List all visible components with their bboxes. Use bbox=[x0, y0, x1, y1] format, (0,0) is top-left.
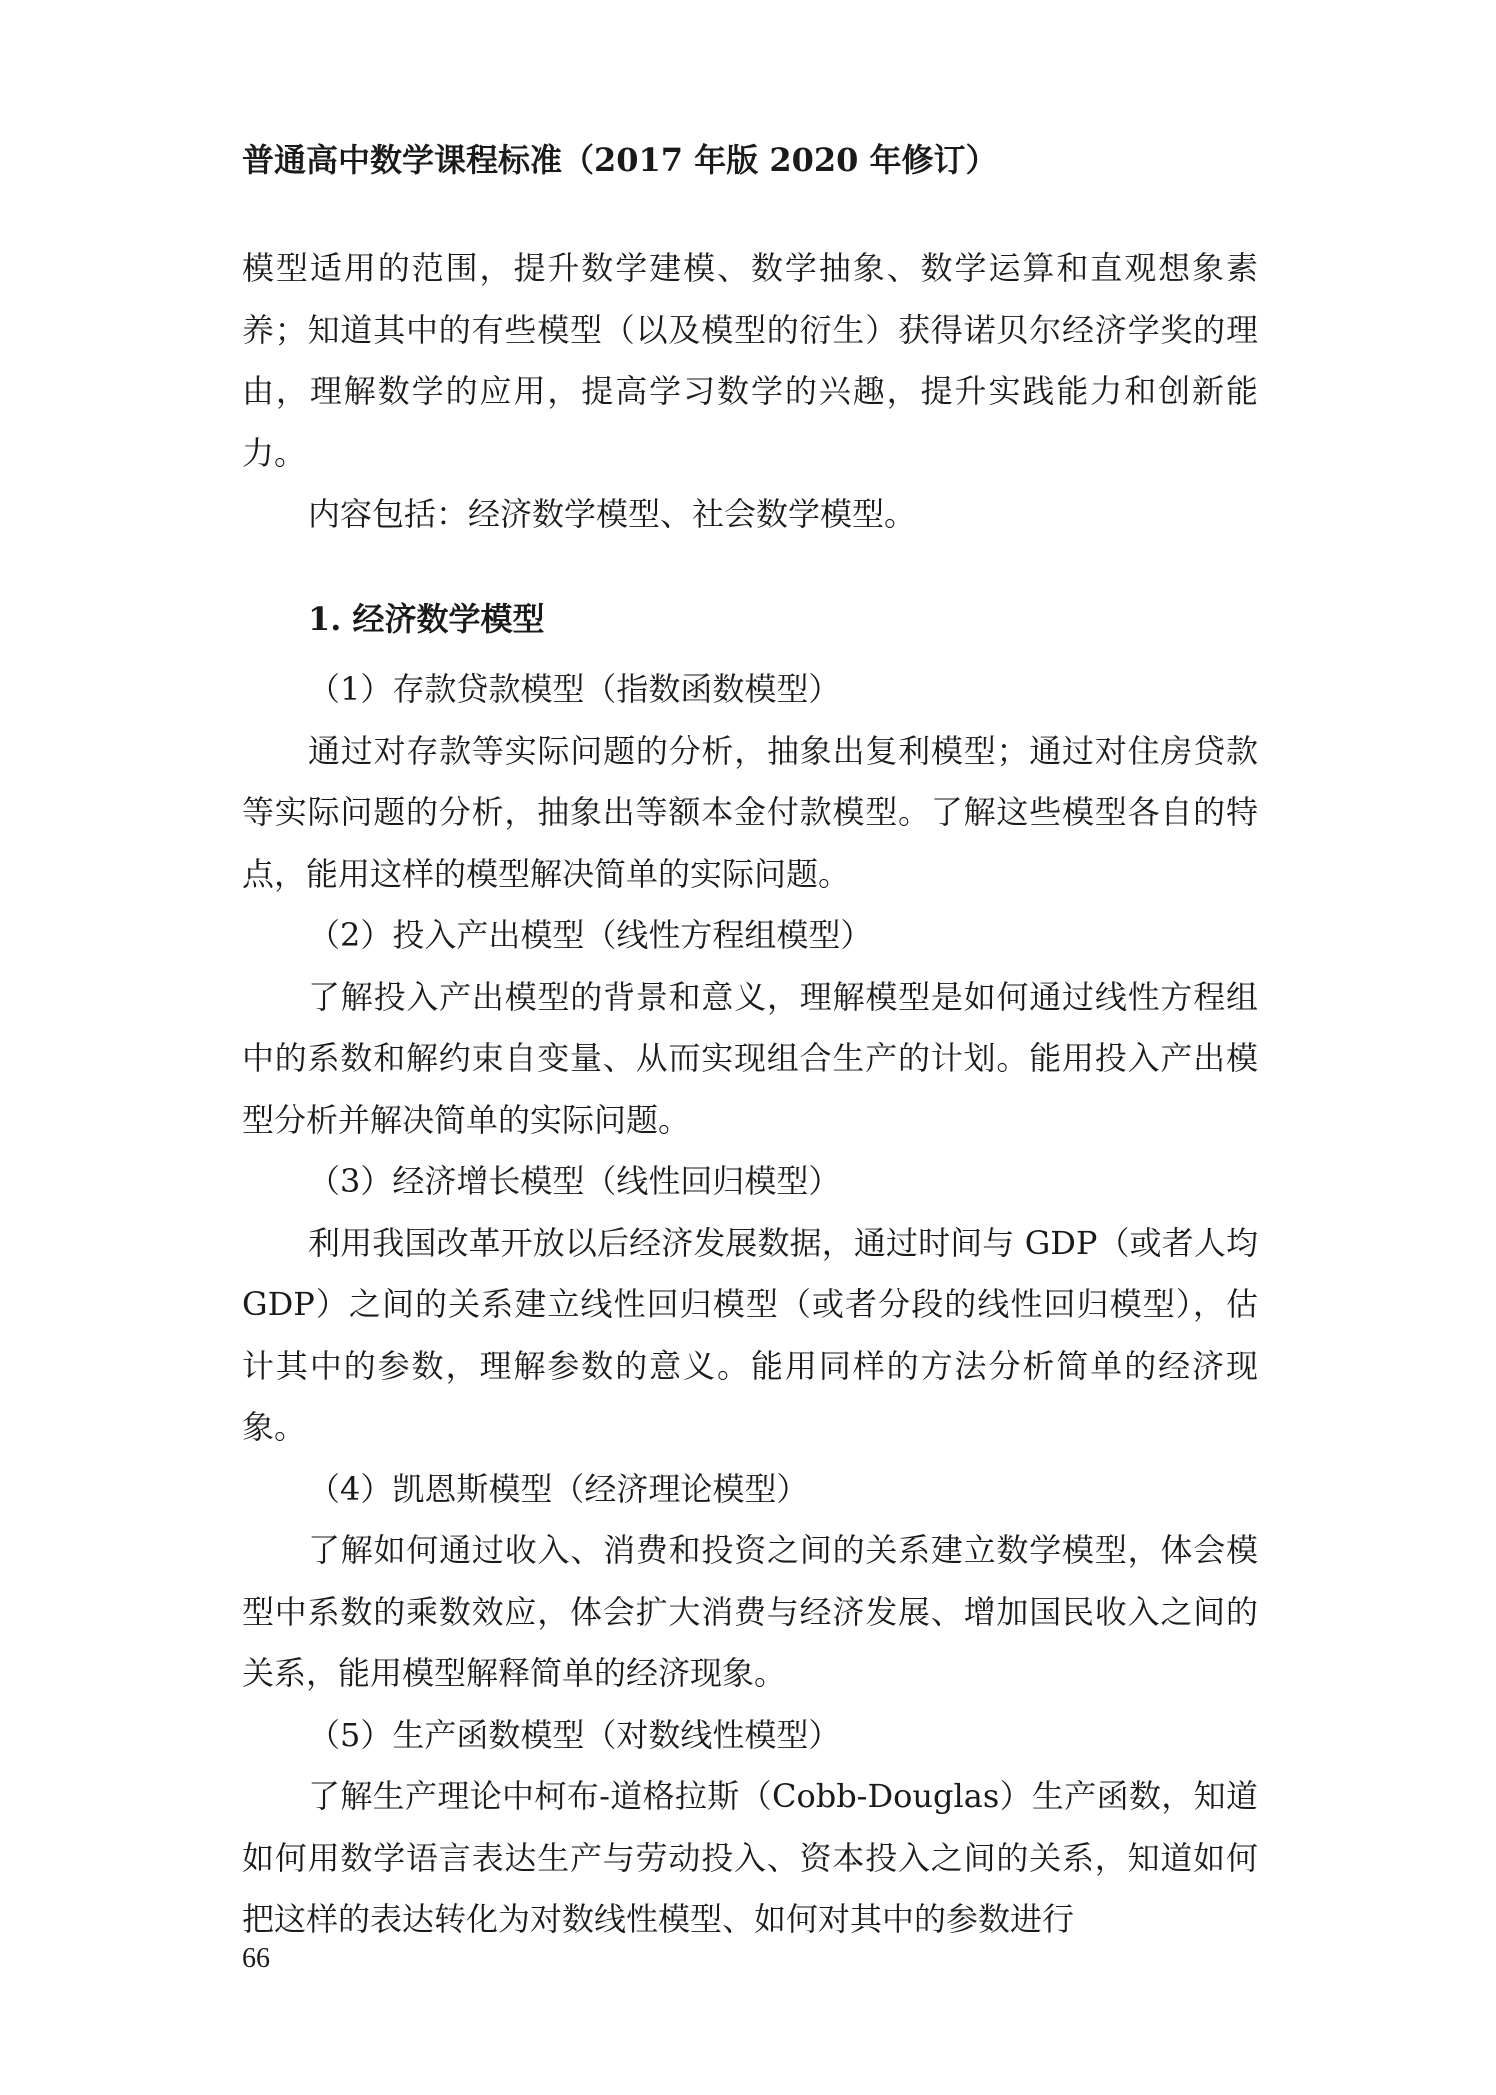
subsection-text-3: 利用我国改革开放以后经济发展数据，通过时间与 GDP（或者人均 GDP）之间的关系建立线性回归模型（或者分段的线性回归模型），估计其中的参数，理解参数的意义。能用同样的方法分析简单的经济现象。 bbox=[242, 1223, 1258, 1446]
section-heading: 1. 经济数学模型 bbox=[308, 599, 545, 638]
subsection-text-2: 了解投入产出模型的背景和意义，理解模型是如何通过线性方程组中的系数和解约束自变量、从而实现组合生产的计划。能用投入产出模型分析并解决简单的实际问题。 bbox=[242, 977, 1258, 1139]
subsection-heading-2: （2）投入产出模型（线性方程组模型） bbox=[308, 916, 873, 954]
page-number: 66 bbox=[242, 1943, 270, 1974]
subsection-text-5: 了解生产理论中柯布-道格拉斯（Cobb-Douglas）生产函数，知道如何用数学语言表达生产与劳动投入、资本投入之间的关系，知道如何把这样的表达转化为对数线性模型、如何对其中的参数进行 bbox=[242, 1777, 1258, 1938]
subsection-heading-5: （5）生产函数模型（对数线性模型） bbox=[308, 1715, 841, 1754]
subsection-heading-3: （3）经济增长模型（线性回归模型） bbox=[308, 1162, 841, 1200]
subsection-heading-4: （4）凯恩斯模型（经济理论模型） bbox=[308, 1469, 809, 1508]
subsection-text-1: 通过对存款等实际问题的分析，抽象出复利模型；通过对住房贷款等实际问题的分析，抽象出等额本金付款模型。了解这些模型各自的特点，能用这样的模型解决简单的实际问题。 bbox=[242, 731, 1258, 893]
page-body bbox=[242, 238, 1258, 1951]
subsection-text-4: 了解如何通过收入、消费和投资之间的关系建立数学模型，体会模型中系数的乘数效应，体会扩大消费与经济发展、增加国民收入之间的关系，能用模型解释简单的经济现象。 bbox=[242, 1531, 1258, 1692]
intro-paragraph: 模型适用的范围，提升数学建模、数学抽象、数学运算和直观想象素养；知道其中的有些模型（以及模型的衍生）获得诺贝尔经济学奖的理由，理解数学的应用，提高学习数学的兴趣，提升实践能力和创新能力。 bbox=[242, 249, 1258, 472]
page-header-title: 普通高中数学课程标准（2017 年版 2020 年修订） bbox=[242, 141, 998, 179]
subsection-heading-1: （1）存款贷款模型（指数函数模型） bbox=[308, 670, 841, 708]
contents-summary: 内容包括：经济数学模型、社会数学模型。 bbox=[308, 495, 917, 533]
